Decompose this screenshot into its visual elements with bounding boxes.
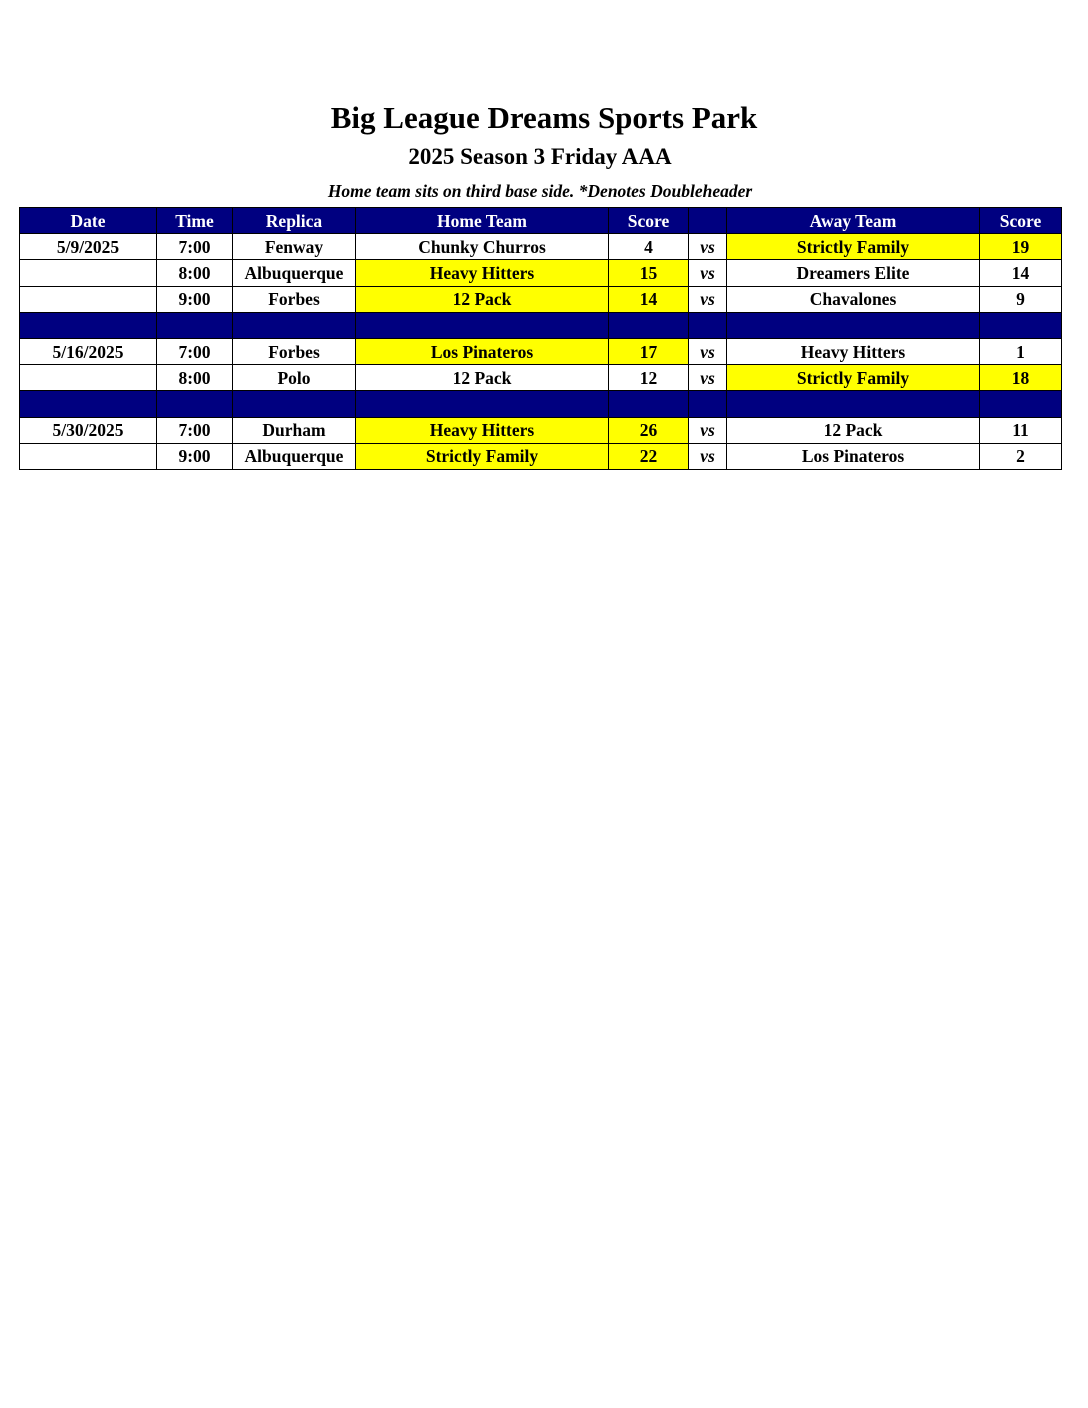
schedule-body bbox=[20, 234, 1062, 470]
game-time: 9:00 bbox=[157, 443, 233, 469]
home-score: 12 bbox=[609, 365, 689, 391]
separator-cell bbox=[356, 312, 609, 338]
separator-cell bbox=[20, 312, 157, 338]
page-title: Big League Dreams Sports Park bbox=[330, 100, 758, 135]
away-score: 9 bbox=[980, 286, 1062, 312]
game-date bbox=[20, 286, 157, 312]
home-score: 22 bbox=[609, 443, 689, 469]
home-team: Los Pinateros bbox=[356, 338, 609, 364]
home-team: 12 Pack bbox=[356, 365, 609, 391]
header-replica: Replica bbox=[233, 208, 356, 234]
field-replica: Forbes bbox=[233, 338, 356, 364]
header-home-score: Score bbox=[609, 208, 689, 234]
header-away-team: Away Team bbox=[727, 208, 980, 234]
home-team: 12 Pack bbox=[356, 286, 609, 312]
game-date bbox=[20, 365, 157, 391]
home-score: 26 bbox=[609, 417, 689, 443]
home-team: Heavy Hitters bbox=[356, 260, 609, 286]
header-away-score: Score bbox=[980, 208, 1062, 234]
field-replica: Forbes bbox=[233, 286, 356, 312]
game-time: 8:00 bbox=[157, 365, 233, 391]
separator-cell bbox=[233, 312, 356, 338]
home-team: Chunky Churros bbox=[356, 234, 609, 260]
game-date: 5/9/2025 bbox=[20, 234, 157, 260]
home-score: 17 bbox=[609, 338, 689, 364]
away-team: Los Pinateros bbox=[727, 443, 980, 469]
header-home-team: Home Team bbox=[356, 208, 609, 234]
separator-cell bbox=[609, 312, 689, 338]
separator-cell bbox=[689, 391, 727, 417]
away-team: Strictly Family bbox=[727, 365, 980, 391]
away-score: 14 bbox=[980, 260, 1062, 286]
home-score: 4 bbox=[609, 234, 689, 260]
week-separator-row bbox=[20, 312, 1062, 338]
home-team: Strictly Family bbox=[356, 443, 609, 469]
field-replica: Albuquerque bbox=[233, 443, 356, 469]
game-date: 5/16/2025 bbox=[20, 338, 157, 364]
away-score: 11 bbox=[980, 417, 1062, 443]
page-subtitle: 2025 Season 3 Friday AAA bbox=[408, 144, 672, 169]
game-date: 5/30/2025 bbox=[20, 417, 157, 443]
away-team: Chavalones bbox=[727, 286, 980, 312]
home-score: 15 bbox=[609, 260, 689, 286]
game-row bbox=[20, 234, 1062, 260]
game-time: 8:00 bbox=[157, 260, 233, 286]
week-separator-row bbox=[20, 391, 1062, 417]
game-row bbox=[20, 417, 1062, 443]
separator-cell bbox=[609, 391, 689, 417]
versus-label: vs bbox=[689, 286, 727, 312]
separator-cell bbox=[727, 312, 980, 338]
field-replica: Polo bbox=[233, 365, 356, 391]
field-replica: Albuquerque bbox=[233, 260, 356, 286]
game-time: 7:00 bbox=[157, 234, 233, 260]
separator-cell bbox=[233, 391, 356, 417]
versus-label: vs bbox=[689, 417, 727, 443]
game-row bbox=[20, 338, 1062, 364]
versus-label: vs bbox=[689, 443, 727, 469]
separator-cell bbox=[356, 391, 609, 417]
away-team: Strictly Family bbox=[727, 234, 980, 260]
separator-cell bbox=[20, 391, 157, 417]
versus-label: vs bbox=[689, 365, 727, 391]
game-date bbox=[20, 443, 157, 469]
field-replica: Fenway bbox=[233, 234, 356, 260]
game-row bbox=[20, 286, 1062, 312]
game-time: 9:00 bbox=[157, 286, 233, 312]
away-score: 18 bbox=[980, 365, 1062, 391]
separator-cell bbox=[157, 312, 233, 338]
separator-cell bbox=[157, 391, 233, 417]
away-team: 12 Pack bbox=[727, 417, 980, 443]
versus-label: vs bbox=[689, 260, 727, 286]
separator-cell bbox=[980, 391, 1062, 417]
game-row bbox=[20, 443, 1062, 469]
header-vs bbox=[689, 208, 727, 234]
field-replica: Durham bbox=[233, 417, 356, 443]
separator-cell bbox=[689, 312, 727, 338]
header-time: Time bbox=[157, 208, 233, 234]
versus-label: vs bbox=[689, 234, 727, 260]
separator-cell bbox=[980, 312, 1062, 338]
game-date bbox=[20, 260, 157, 286]
home-score: 14 bbox=[609, 286, 689, 312]
away-score: 1 bbox=[980, 338, 1062, 364]
game-time: 7:00 bbox=[157, 338, 233, 364]
game-row bbox=[20, 260, 1062, 286]
away-score: 2 bbox=[980, 443, 1062, 469]
away-team: Heavy Hitters bbox=[727, 338, 980, 364]
header-row bbox=[20, 208, 1062, 234]
home-team: Heavy Hitters bbox=[356, 417, 609, 443]
versus-label: vs bbox=[689, 338, 727, 364]
away-score: 19 bbox=[980, 234, 1062, 260]
schedule-table bbox=[19, 207, 1062, 470]
game-time: 7:00 bbox=[157, 417, 233, 443]
doubleheader-note: Home team sits on third base side. *Denotes Doubleheader bbox=[327, 181, 753, 201]
game-row bbox=[20, 365, 1062, 391]
away-team: Dreamers Elite bbox=[727, 260, 980, 286]
separator-cell bbox=[727, 391, 980, 417]
header-date: Date bbox=[20, 208, 157, 234]
